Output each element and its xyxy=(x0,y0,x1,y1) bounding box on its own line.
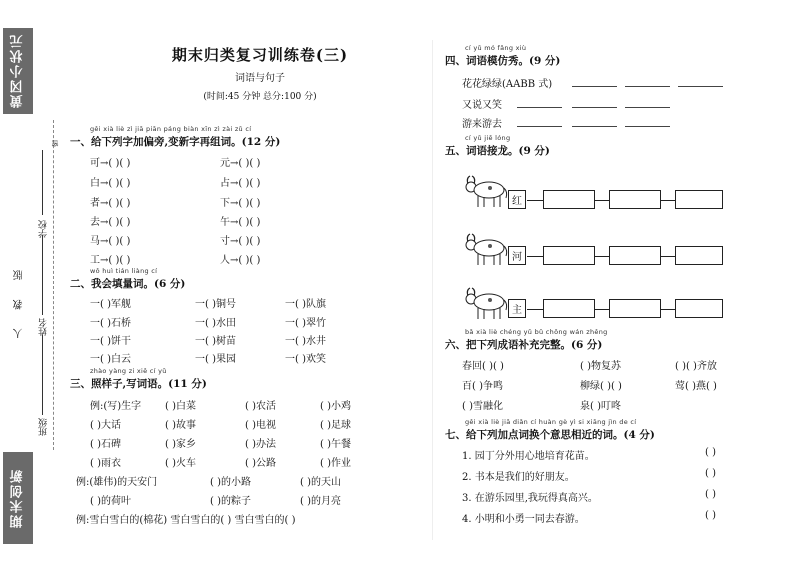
exam-title: 期末归类复习训练卷(三) xyxy=(171,46,349,64)
arrow-icon xyxy=(661,309,675,310)
s4-pinyin: cí yǔ mó fǎng xiù xyxy=(465,44,527,52)
s3-item[interactable]: ( )作业 xyxy=(320,458,351,469)
s5-title: 五、词语接龙。(9 分) xyxy=(445,145,550,157)
school-line[interactable] xyxy=(42,150,43,215)
s1-row-b[interactable]: 占→( )( ) xyxy=(220,178,261,189)
exam-subtitle: 词语与句子 xyxy=(235,73,285,84)
school-label: 学校 xyxy=(39,220,49,238)
s2-item[interactable]: 一( )水田 xyxy=(195,318,236,329)
s1-row-a[interactable]: 可→( )( ) xyxy=(90,158,131,169)
arrow-icon xyxy=(527,256,543,257)
s7-answer-blank[interactable]: ( ) xyxy=(705,510,716,521)
s7-answer-blank[interactable]: ( ) xyxy=(705,447,716,458)
s3-item[interactable]: ( )午餐 xyxy=(320,439,351,450)
s5-answer-box[interactable] xyxy=(675,246,723,265)
s6-title: 六、把下列成语补充完整。(6 分) xyxy=(445,339,603,351)
s7-sentence: 3. 在游乐园里,我玩得真高兴。 xyxy=(462,493,598,504)
s3-fill[interactable]: ( )的荷叶 xyxy=(90,496,131,507)
s3-item[interactable]: ( )家乡 xyxy=(165,439,196,450)
arrow-icon xyxy=(527,200,543,201)
s3-item[interactable]: ( )电视 xyxy=(245,420,276,431)
s3-item[interactable]: ( )公路 xyxy=(245,458,276,469)
s4-blank[interactable] xyxy=(625,126,670,127)
cow-icon xyxy=(462,228,510,268)
s2-item[interactable]: 一( )石桥 xyxy=(90,318,131,329)
s1-row-b[interactable]: 下→( )( ) xyxy=(220,198,261,209)
s1-row-a[interactable]: 工→( )( ) xyxy=(90,255,131,266)
column-divider xyxy=(432,40,433,540)
name-label: 姓名 xyxy=(39,318,49,336)
class-label: 班级 xyxy=(39,418,49,436)
s5-answer-box[interactable] xyxy=(609,190,661,209)
s4-blank[interactable] xyxy=(517,126,562,127)
arrow-icon xyxy=(661,256,675,257)
s4-item: 花花绿绿(AABB 式) xyxy=(462,79,553,90)
publisher-label: 人 教 版 xyxy=(14,262,25,339)
s5-answer-box[interactable] xyxy=(675,190,723,209)
s1-title: 一、给下列字加偏旁,变新字再组词。(12 分) xyxy=(70,136,281,148)
s3-item[interactable]: ( )办法 xyxy=(245,439,276,450)
arrow-icon xyxy=(661,200,675,201)
s3-item[interactable]: ( )白菜 xyxy=(165,401,196,412)
s7-sentence: 2. 书本是我们的好朋友。 xyxy=(462,472,575,483)
s7-title: 七、给下列加点词换个意思相近的词。(4 分) xyxy=(445,429,655,441)
s2-item[interactable]: 一( )铜号 xyxy=(195,299,236,310)
s4-blank[interactable] xyxy=(678,86,723,87)
binding-sidebar xyxy=(0,0,62,565)
s4-title: 四、词语模仿秀。(9 分) xyxy=(445,55,561,67)
s5-start-char: 主 xyxy=(508,299,526,318)
s2-item[interactable]: 一( )队旗 xyxy=(285,299,326,310)
s6-item[interactable]: 泉( )叮咚 xyxy=(580,401,621,412)
brand-logo-top: 黄冈小状元 xyxy=(3,28,33,114)
s1-row-a[interactable]: 马→( )( ) xyxy=(90,236,131,247)
s5-answer-box[interactable] xyxy=(543,299,595,318)
s4-blank[interactable] xyxy=(572,107,617,108)
s4-blank[interactable] xyxy=(572,126,617,127)
arrow-icon xyxy=(595,309,609,310)
s7-answer-blank[interactable]: ( ) xyxy=(705,489,716,500)
s3-example-row2[interactable]: 例:雪白雪白的(棉花) 雪白雪白的( ) 雪白雪白的( ) xyxy=(76,515,296,526)
s2-item[interactable]: 一( )白云 xyxy=(90,354,131,365)
s4-item: 游来游去 xyxy=(462,119,502,130)
s3-fill[interactable]: ( )的粽子 xyxy=(210,496,251,507)
s1-pinyin: gěi xià liè zì jiā piān páng biàn xīn zì zài zǔ cí xyxy=(90,125,252,133)
arrow-icon xyxy=(595,200,609,201)
s5-start-char: 河 xyxy=(508,246,526,265)
s7-answer-blank[interactable]: ( ) xyxy=(705,468,716,479)
s2-item[interactable]: 一( )军舰 xyxy=(90,299,131,310)
s3-item[interactable]: ( )故事 xyxy=(165,420,196,431)
s6-item[interactable]: ( )雪融化 xyxy=(462,401,503,412)
s7-sentence: 1. 园丁分外用心地培育花苗。 xyxy=(462,451,595,462)
s5-answer-box[interactable] xyxy=(675,299,723,318)
cow-icon xyxy=(462,282,510,322)
cow-icon xyxy=(462,170,510,210)
s5-pinyin: cí yǔ jiē lóng xyxy=(465,134,511,142)
s2-item[interactable]: 一( )果园 xyxy=(195,354,236,365)
s4-blank[interactable] xyxy=(625,107,670,108)
s7-sentence: 4. 小明和小勇一同去春游。 xyxy=(462,514,585,525)
s3-item[interactable]: ( )雨衣 xyxy=(90,458,121,469)
s3-item[interactable]: ( )小鸡 xyxy=(320,401,351,412)
s3-item[interactable]: ( )石碑 xyxy=(90,439,121,450)
s6-item[interactable]: 春回( )( ) xyxy=(462,361,504,372)
s3-fill[interactable]: ( )的小路 xyxy=(210,477,251,488)
s2-title: 二、我会填量词。(6 分) xyxy=(70,278,186,290)
s1-row-a[interactable]: 者→( )( ) xyxy=(90,198,131,209)
s1-row-a[interactable]: 去→( )( ) xyxy=(90,217,131,228)
s2-item[interactable]: 一( )翠竹 xyxy=(285,318,326,329)
s4-item: 又说又笑 xyxy=(462,100,502,111)
s2-item[interactable]: 一( )欢笑 xyxy=(285,354,326,365)
s3-item[interactable]: ( )足球 xyxy=(320,420,351,431)
s5-answer-box[interactable] xyxy=(609,299,661,318)
s3-item[interactable]: ( )大话 xyxy=(90,420,121,431)
s2-item[interactable]: 一( )树苗 xyxy=(195,336,236,347)
seal-dashed-line xyxy=(53,120,54,450)
exam-meta: (时间:45 分钟 总分:100 分) xyxy=(203,92,317,102)
s1-row-a[interactable]: 白→( )( ) xyxy=(90,178,131,189)
s3-item[interactable]: ( )农活 xyxy=(245,401,276,412)
name-line[interactable] xyxy=(42,235,43,315)
s3-example-row: 例:(雄伟)的天安门 xyxy=(76,477,158,488)
s3-fill[interactable]: ( )的月亮 xyxy=(300,496,341,507)
s5-answer-box[interactable] xyxy=(543,246,595,265)
s6-item[interactable]: 莺( )燕( ) xyxy=(675,381,717,392)
s6-item[interactable]: 柳绿( )( ) xyxy=(580,381,622,392)
s2-item[interactable]: 一( )水井 xyxy=(285,336,326,347)
s3-fill[interactable]: ( )的天山 xyxy=(300,477,341,488)
s3-pinyin: zhào yàng zi xiě cí yǔ xyxy=(90,367,167,375)
s2-pinyin: wǒ huì tián liàng cí xyxy=(90,267,158,275)
arrow-icon xyxy=(527,309,543,310)
s3-item[interactable]: ( )火车 xyxy=(165,458,196,469)
s1-row-b[interactable]: 人→( )( ) xyxy=(220,255,261,266)
s6-item[interactable]: ( )物复苏 xyxy=(580,361,621,372)
s1-row-b[interactable]: 午→( )( ) xyxy=(220,217,261,228)
class-line[interactable] xyxy=(42,335,43,415)
s6-item[interactable]: ( )( )齐放 xyxy=(675,361,717,372)
s4-blank[interactable] xyxy=(625,86,670,87)
s3-item: 例:(写)生字 xyxy=(90,401,142,412)
s5-answer-box[interactable] xyxy=(609,246,661,265)
s1-row-b[interactable]: 寸→( )( ) xyxy=(220,236,261,247)
s7-pinyin: gěi xià liè jiā diǎn cí huàn gè yì si xiāng jìn de cí xyxy=(465,418,637,426)
brand-logo-bottom: 期末创新 xyxy=(3,452,33,544)
s1-row-b[interactable]: 元→( )( ) xyxy=(220,158,261,169)
s3-title: 三、照样子,写词语。(11 分) xyxy=(70,378,207,390)
s2-item[interactable]: 一( )饼干 xyxy=(90,336,131,347)
s6-pinyin: bǎ xià liè chéng yǔ bǔ chōng wán zhěng xyxy=(465,328,608,336)
arrow-icon xyxy=(595,256,609,257)
s4-blank[interactable] xyxy=(572,86,617,87)
s4-blank[interactable] xyxy=(517,107,562,108)
s5-answer-box[interactable] xyxy=(543,190,595,209)
seal-mark: 密 xyxy=(51,140,59,147)
s6-item[interactable]: 百( )争鸣 xyxy=(462,381,503,392)
s5-start-char: 红 xyxy=(508,190,526,209)
